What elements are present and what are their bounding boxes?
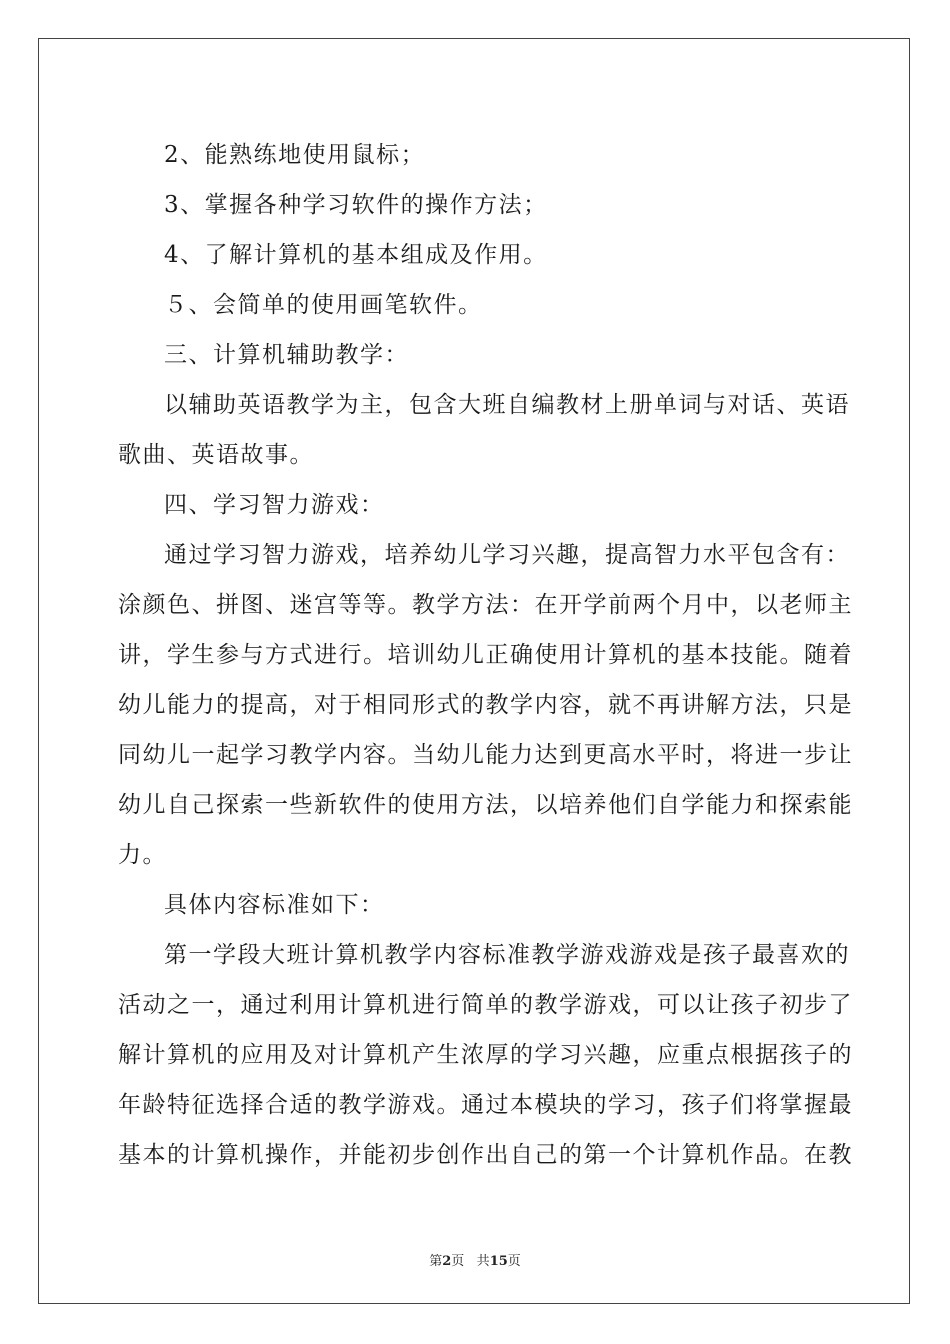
text-line: 同幼儿一起学习教学内容。当幼儿能力达到更高水平时，将进一步让 bbox=[118, 742, 853, 768]
text-line: 以辅助英语教学为主，包含大班自编教材上册单词与对话、英语 bbox=[164, 392, 850, 418]
text-line: ５、会简单的使用画笔软件。 bbox=[164, 292, 483, 318]
text-line: 涂颜色、拼图、迷宫等等。教学方法：在开学前两个月中，以老师主 bbox=[118, 592, 853, 618]
footer-total-prefix: 共 bbox=[476, 1254, 490, 1269]
text-line: 第一学段大班计算机教学内容标准教学游戏游戏是孩子最喜欢的 bbox=[164, 942, 850, 968]
footer-total-pages: 15 bbox=[489, 1254, 508, 1269]
text-line: 讲，学生参与方式进行。培训幼儿正确使用计算机的基本技能。随着 bbox=[118, 642, 853, 668]
text-line: 3、掌握各种学习软件的操作方法； bbox=[164, 192, 548, 218]
text-line: 力。 bbox=[118, 842, 167, 868]
text-line: 歌曲、英语故事。 bbox=[118, 442, 314, 468]
text-line: 2、能熟练地使用鼠标； bbox=[164, 142, 426, 168]
footer-page-prefix: 第 bbox=[429, 1254, 443, 1269]
text-line: 幼儿自己探索一些新软件的使用方法，以培养他们自学能力和探索能 bbox=[118, 792, 853, 818]
text-line: 活动之一，通过利用计算机进行简单的教学游戏，可以让孩子初步了 bbox=[118, 992, 853, 1018]
footer-total-suffix: 页 bbox=[507, 1254, 521, 1269]
text-line: 解计算机的应用及对计算机产生浓厚的学习兴趣，应重点根据孩子的 bbox=[118, 1042, 853, 1068]
text-line: 4、了解计算机的基本组成及作用。 bbox=[164, 242, 548, 268]
footer-current-page: 2 bbox=[442, 1254, 452, 1269]
section-heading: 具体内容标准如下： bbox=[164, 892, 385, 918]
text-line: 通过学习智力游戏，培养幼儿学习兴趣，提高智力水平包含有： bbox=[164, 542, 850, 568]
section-heading: 四、学习智力游戏： bbox=[164, 492, 385, 518]
text-line: 幼儿能力的提高，对于相同形式的教学内容，就不再讲解方法，只是 bbox=[118, 692, 853, 718]
text-line: 基本的计算机操作，并能初步创作出自己的第一个计算机作品。在教 bbox=[118, 1142, 853, 1168]
text-line: 年龄特征选择合适的教学游戏。通过本模块的学习，孩子们将掌握最 bbox=[118, 1092, 853, 1118]
section-heading: 三、计算机辅助教学： bbox=[164, 342, 409, 368]
footer-page-suffix: 页 bbox=[451, 1254, 465, 1269]
page-footer bbox=[0, 1250, 950, 1269]
